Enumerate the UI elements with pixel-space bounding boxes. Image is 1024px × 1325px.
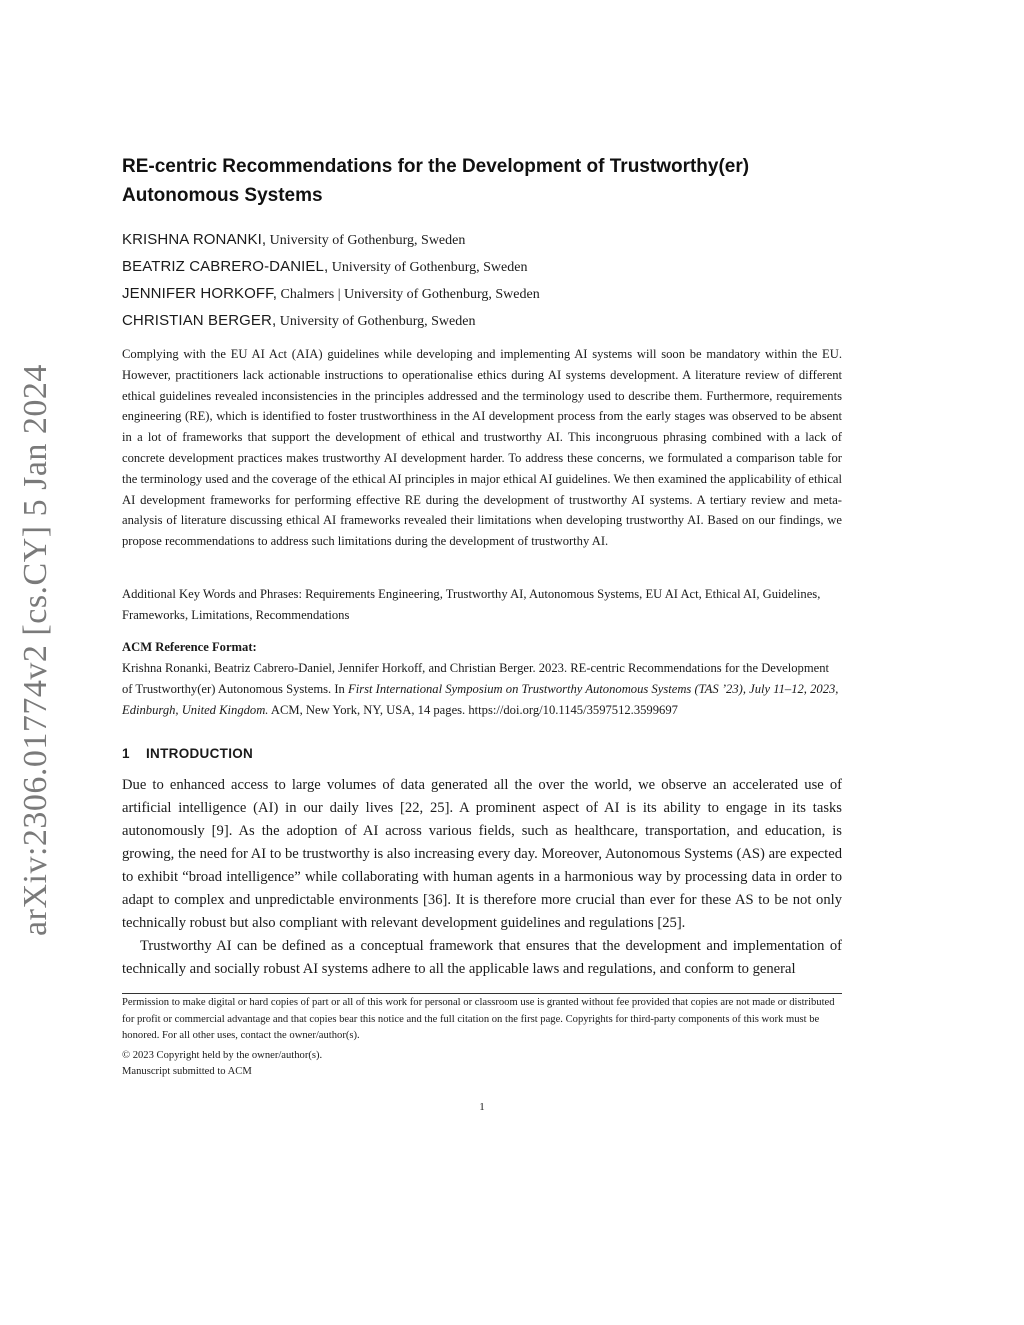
author-affiliation: Chalmers | University of Gothenburg, Sweden (277, 287, 540, 302)
footnote (122, 995, 842, 1081)
acm-reference-text (122, 658, 842, 721)
paragraph: Due to enhanced access to large volumes of data generated all the over the world, we observe an accelerated use of artificial intelligence (AI) in our daily lives [22, 25]. A prominent aspect of AI is its ability to engage in its tasks autonomously [9]. As the adoption of AI across various fields, such as healthcare, transportation, and education, is growing, the need for AI to be trustworthy is also increasing every day. Moreover, Autonomous Systems (AS) are expected to exhibit “broad intelligence” while collaborating with human agents in a harmonious way by processing data in order to adapt to complex and unpredictable environments [36]. It is therefore more crucial than ever for these AS to be not only technically robust but also compliant with relevant development guidelines and regulations [25]. (122, 777, 842, 931)
author-affiliation: University of Gothenburg, Sweden (328, 260, 528, 275)
acm-reference-publisher: ACM, New York, NY, USA, 14 pages. https://doi.org/10.1145/3597512.3599697 (268, 703, 678, 717)
paper-title: RE-centric Recommendations for the Development of Trustworthy(er) Autonomous Systems (122, 156, 750, 206)
acm-reference-heading: ACM Reference Format: (122, 640, 257, 654)
author-name: BEATRIZ CABRERO-DANIEL, (122, 258, 329, 275)
permission-notice: Permission to make digital or hard copies of part or all of this work for personal or classroom use is granted without fee provided that copies are not made or distributed for profit or commercial advantage and that copies bear this notice and the full citation on the first page. Copyrights for third-party components of this work must be honored. For all other uses, contact the owner/author(s). (122, 997, 835, 1041)
author-entry (122, 280, 842, 307)
footnote-divider (122, 993, 842, 994)
keywords: Additional Key Words and Phrases: Requirements Engineering, Trustworthy AI, Autonomous Systems, EU AI Act, Ethical AI, Guidelines, Frameworks, Limitations, Recommendations (122, 587, 821, 622)
copyright-notice: © 2023 Copyright held by the owner/author(s). (122, 1049, 323, 1061)
author-name: KRISHNA RONANKI, (122, 231, 267, 248)
acm-reference-venue: First International Symposium on Trustworthy Autonomous Systems (TAS ’23), July 11–12, 2023, Edinburgh, United Kingdom. (122, 682, 839, 717)
abstract: Complying with the EU AI Act (AIA) guidelines while developing and implementing AI systems will soon be mandatory within the EU. However, practitioners lack actionable instructions to operationalise ethics during AI systems development. A literature review of different ethical guidelines revealed inconsistencies in the principles addressed and the terminology used to describe them. Furthermore, requirements engineering (RE), which is identified to foster trustworthiness in the AI development process from the early stages was observed to be absent in a lot of frameworks that support the development of ethical and trustworthy AI. This incongruous phrasing combined with a lack of concrete development practices makes trustworthy AI development harder. To address these concerns, we formulated a comparison table for the terminology used and the coverage of the ethical AI principles in major ethical AI guidelines. We then examined the applicability of ethical AI development frameworks for performing effective RE during the development of trustworthy AI systems. A tertiary review and meta-analysis of literature discussing ethical AI frameworks revealed their limitations when developing trustworthy AI. Based on our findings, we propose recommendations to address such limitations during the development of trustworthy AI. (122, 347, 842, 549)
author-entry (122, 253, 842, 280)
author-list (122, 226, 842, 334)
introduction-body (122, 774, 842, 981)
section-heading (122, 746, 253, 761)
author-name: CHRISTIAN BERGER, (122, 312, 277, 329)
author-entry (122, 226, 842, 253)
author-entry (122, 307, 842, 334)
author-affiliation: University of Gothenburg, Sweden (276, 314, 476, 329)
acm-reference-format (122, 637, 842, 721)
author-name: JENNIFER HORKOFF, (122, 285, 278, 302)
section-title: INTRODUCTION (146, 746, 254, 761)
arxiv-identifier-stamp: arXiv:2306.01774v2 [cs.CY] 5 Jan 2024 (17, 364, 54, 936)
section-number: 1 (122, 746, 130, 761)
paragraph: Trustworthy AI can be defined as a conceptual framework that ensures that the development and implementation of technically and socially robust AI systems adhere to all the applicable laws and regulations, and conform to general (122, 938, 842, 977)
page-number: 1 (479, 1101, 485, 1113)
acm-reference-authors: Krishna Ronanki, Beatriz Cabrero-Daniel, Jennifer Horkoff, and Christian Berger. 2023. RE-centric Recommendations for the Development of Trustworthy(er) Autonomous Systems. In (122, 661, 830, 696)
manuscript-notice: Manuscript submitted to ACM (122, 1066, 252, 1077)
author-affiliation: University of Gothenburg, Sweden (266, 233, 466, 248)
